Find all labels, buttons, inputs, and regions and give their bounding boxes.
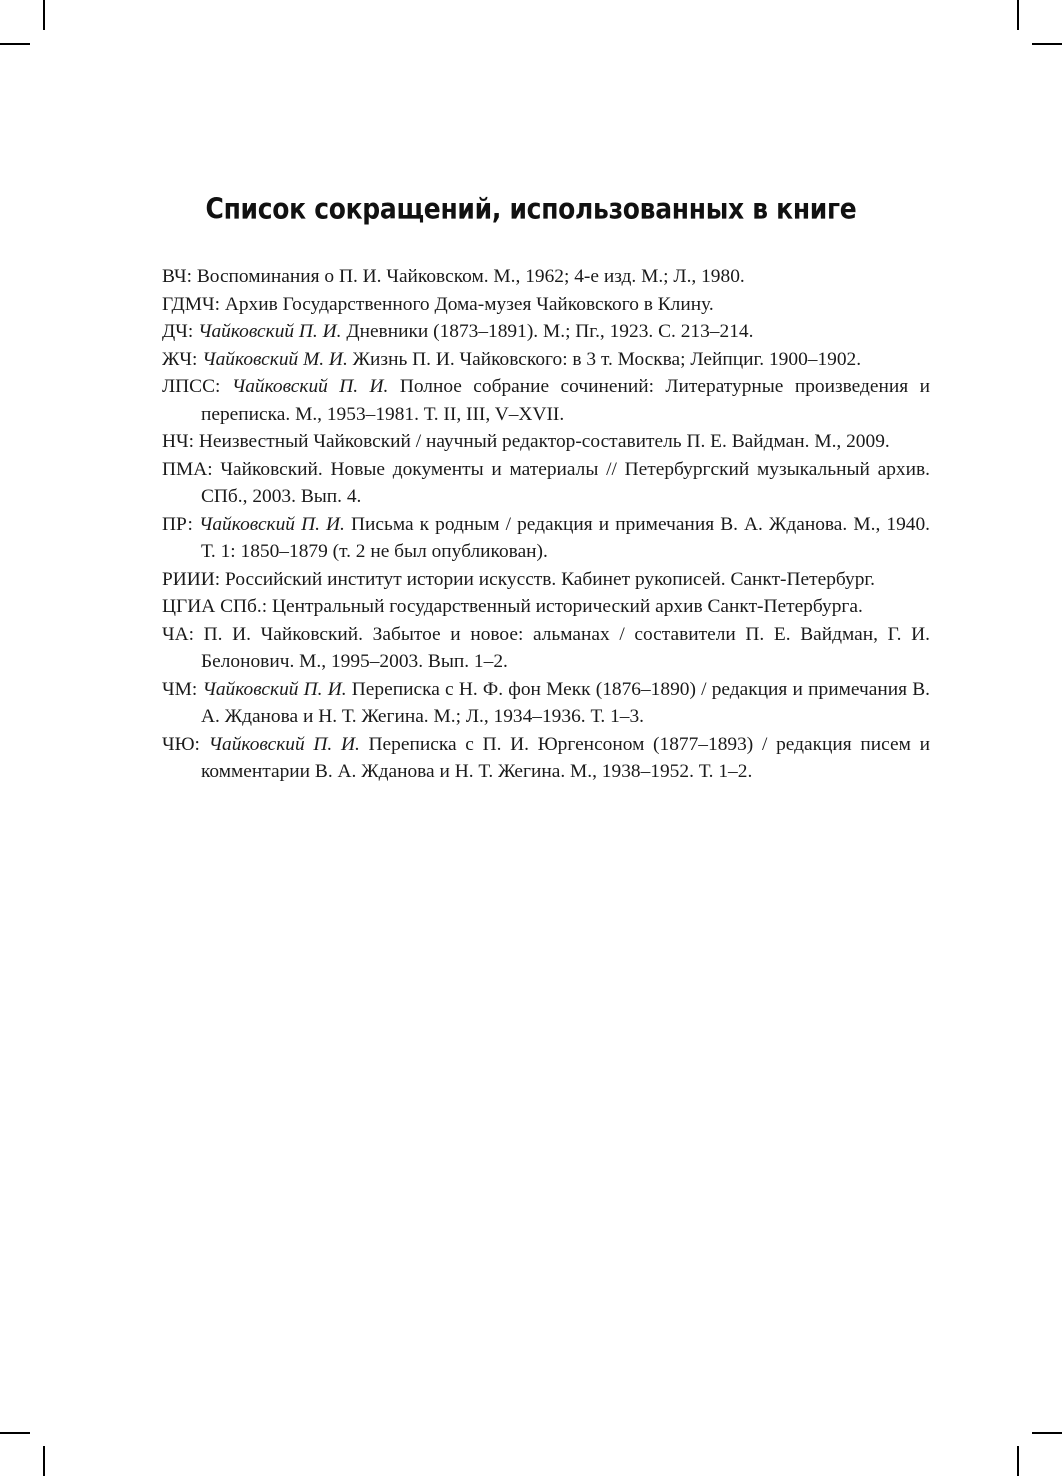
abbreviation-key: ДЧ: [162,321,194,342]
abbreviation-entry [162,346,930,374]
crop-mark-top-left [43,0,45,30]
entry-description: П. И. Чайковский. Забытое и новое: альманах / составители П. Е. Вайдман, Г. И. Белонович. М., 1995–2003. Вып. 1–2. [201,623,930,672]
abbreviation-entry [162,511,930,566]
abbreviation-key: ЧЮ: [162,733,200,755]
abbreviation-key: ЦГИА СПб.: [162,596,268,617]
abbreviation-entry [162,263,930,291]
abbreviation-key: ЛПСС: [162,376,221,397]
abbreviation-key: НЧ: [162,431,194,452]
abbreviation-entry [162,373,930,428]
crop-mark-top-left-h [0,43,30,45]
entry-description: Полное собрание сочинений: Литературные произведения и переписка. М., 1953–1981. Т. II, III, V–XVII. [201,376,930,425]
entry-description: Центральный государственный исторический архив Санкт-Петербурга. [271,596,863,617]
abbreviation-entry [162,621,930,676]
entry-author: Чайковский П. И. [199,513,345,535]
entry-description: Письма к родным / редакция и примечания В. А. Жданова. М., 1940. Т. 1: 1850–1879 (т. 2 не был опубликован). [201,513,930,562]
abbreviation-entry [162,456,930,511]
abbreviation-key: РИИИ: [162,568,221,590]
abbreviation-entry [162,731,930,786]
entry-author: Чайковский М. И. [202,348,348,370]
crop-mark-bottom-left [43,1446,45,1476]
abbreviation-key: ПР: [162,513,193,535]
crop-mark-top-right-h [1032,43,1062,45]
entry-description: Неизвестный Чайковский / научный редактор-составитель П. Е. Вайдман. М., 2009. [198,431,890,452]
crop-mark-bottom-left-h [0,1432,30,1434]
entry-description: Переписка с П. И. Юргенсоном (1877–1893) / редакция писем и комментарии В. А. Жданова и Н. Т. Жегина. М., 1938–1952. Т. 1–2. [201,733,930,782]
entry-author: Чайковский П. И. [202,678,347,700]
abbreviation-entry [162,428,930,456]
abbreviation-key: ЧМ: [162,678,198,700]
abbreviation-key: ЧА: [162,623,194,645]
entry-author: Чайковский П. И. [198,321,342,342]
abbreviation-entry [162,291,930,319]
abbreviation-entry [162,566,930,594]
entry-description: Жизнь П. И. Чайковского: в 3 т. Москва; Лейпциг. 1900–1902. [352,348,862,370]
abbreviations-list [162,263,930,786]
abbreviation-entry [162,318,930,346]
entry-description: Дневники (1873–1891). М.; Пг., 1923. С. 213–214. [346,321,754,342]
abbreviation-key: ВЧ: [162,266,192,287]
page-title: Список сокращений, использованных в книге [205,191,857,226]
crop-mark-top-right [1017,0,1019,30]
entry-description: Архив Государственного Дома-музея Чайковского в Клину. [224,293,714,315]
crop-mark-bottom-right-h [1032,1432,1062,1434]
crop-mark-bottom-right [1017,1446,1019,1476]
abbreviation-entry [162,593,930,621]
entry-description: Воспоминания о П. И. Чайковском. М., 1962; 4-е изд. М.; Л., 1980. [196,266,745,287]
abbreviation-key: ГДМЧ: [162,293,220,315]
entry-description: Чайковский. Новые документы и материалы // Петербургский музыкальный архив. СПб., 2003. Вып. 4. [201,458,930,507]
entry-description: Российский институт истории искусств. Кабинет рукописей. Санкт-Петербург. [225,568,876,590]
abbreviation-key: ЖЧ: [162,348,198,370]
abbreviation-entry [162,676,930,731]
entry-author: Чайковский П. И. [208,733,360,755]
abbreviation-key: ПМА: [162,458,213,480]
entry-author: Чайковский П. И. [231,376,389,397]
entry-description: Переписка с Н. Ф. фон Мекк (1876–1890) / редакция и примечания В. А. Жданова и Н. Т. Жегина. М.; Л., 1934–1936. Т. 1–3. [201,678,930,727]
